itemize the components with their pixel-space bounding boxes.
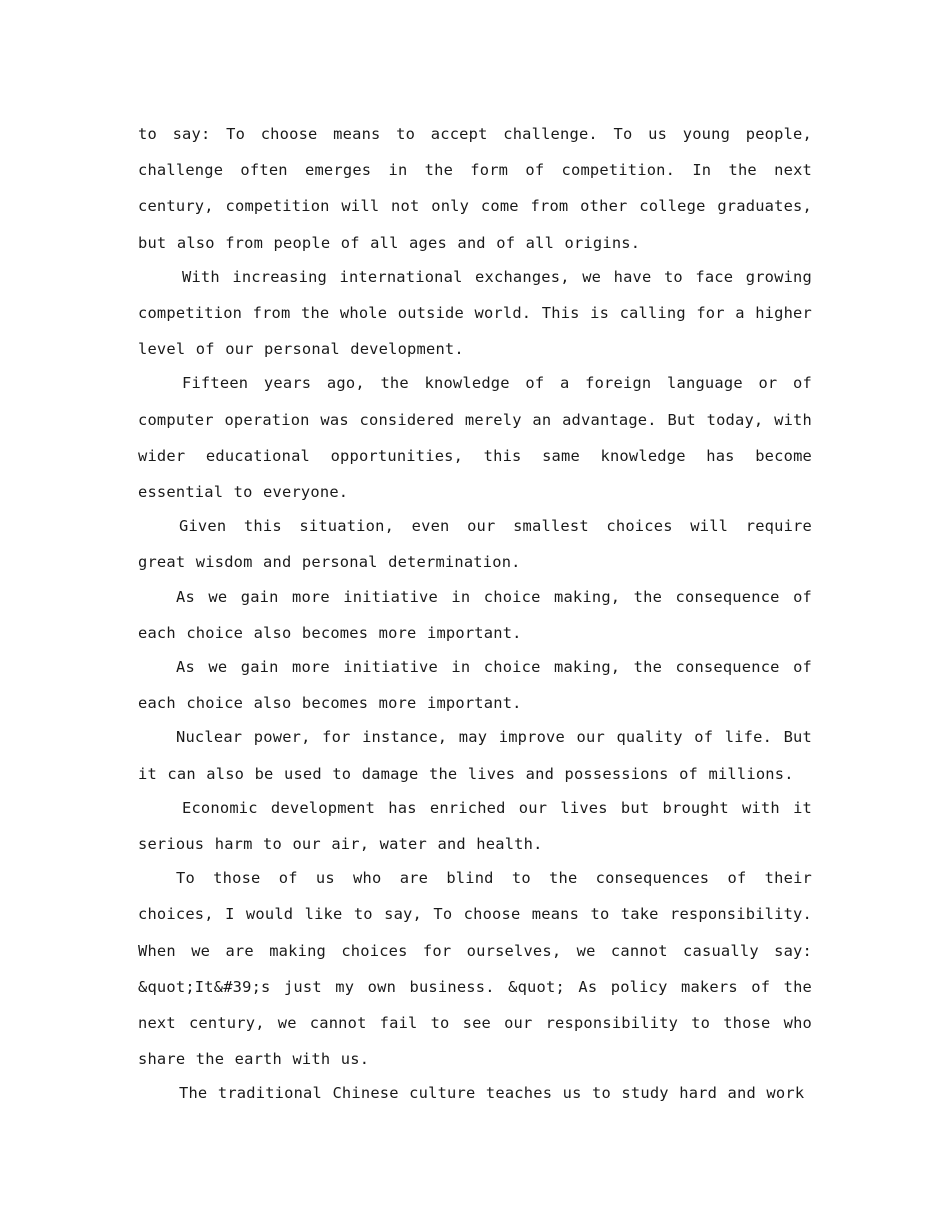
paragraph-6: As we gain more initiative in choice making, the consequence of each choice also becomes more important. <box>138 658 812 713</box>
paragraph-9: To those of us who are blind to the consequences of their choices, I would like to say, To choose means to take responsibility. When we are making choices for ourselves, we cannot casually say: &quot;It&#39;s just my own business. &quot; As policy makers of the next century, we cannot fail to see our responsibility to those who share the earth with us. <box>138 869 812 1069</box>
paragraph-1: to say: To choose means to accept challenge. To us young people, challenge often emerges in the form of competition. In the next century, competition will not only come from other college graduates, but also from people of all ages and of all origins. <box>138 125 812 252</box>
paragraph-4: Given this situation, even our smallest choices will require great wisdom and personal determination. <box>138 517 812 572</box>
paragraph-3: Fifteen years ago, the knowledge of a foreign language or of computer operation was considered merely an advantage. But today, with wider educational opportunities, this same knowledge has become essential to everyone. <box>138 374 812 502</box>
paragraph-10: The traditional Chinese culture teaches us to study hard and work <box>179 1084 805 1103</box>
paragraph-5: As we gain more initiative in choice making, the consequence of each choice also becomes more important. <box>138 587 812 642</box>
paragraph-2: With increasing international exchanges, we have to face growing competition from the whole outside world. This is calling for a higher level of our personal development. <box>138 267 812 359</box>
paragraph-7: Nuclear power, for instance, may improve our quality of life. But it can also be used to damage the lives and possessions of millions. <box>138 728 812 783</box>
paragraph-8: Economic development has enriched our lives but brought with it serious harm to our air, water and health. <box>138 798 812 854</box>
document-page <box>138 116 812 1110</box>
